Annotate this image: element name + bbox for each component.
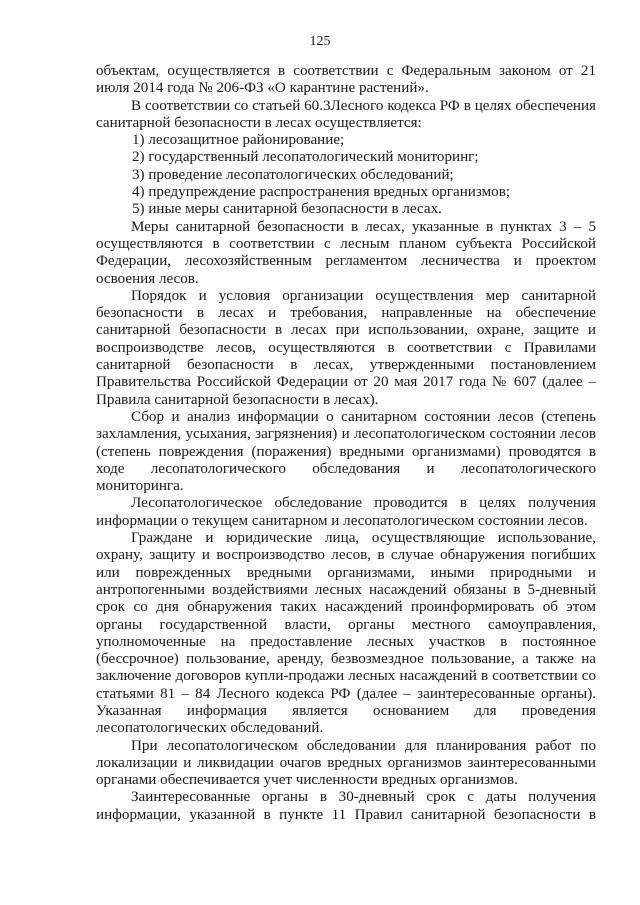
- paragraph-30-day-deadline: Заинтересованные органы в 30-дневный срок с даты получения информации, указанной в пункте 11 Правил санитарной безопасности в: [96, 789, 596, 823]
- list-item-3: 3) проведение лесопатологических обследований;: [132, 166, 454, 183]
- paragraph-article-60-3: В соответствии со статьей 60.3Лесного кодекса РФ в целях обеспечения санитарной безопасности в лесах осуществляется:: [96, 97, 596, 131]
- paragraph-citizens-duty: Граждане и юридические лица, осуществляющие использование, охрану, защиту и воспроизводство лесов, в случае обнаружения погибших или поврежденных вредными организмами, иными природными и антропогенными воздействиями лесных насаждений обязаны в 5-дневный срок со дня обнаружения таких насаждений проинформировать об этом органы государственной власти, органы местного самоуправления, уполномоченные на предоставление лесных участков в постоянное (бессрочное) пользование, аренду, безвозмездное пользование, а также на заключение договоров купли-продажи лесных насаждений в соответствии со статьями 81 – 84 Лесного кодекса РФ (далее – заинтересованные органы). Указанная информация является основанием для проведения лесопатологических обследований.: [96, 530, 596, 737]
- list-item-4: 4) предупреждение распространения вредных организмов;: [132, 184, 511, 201]
- paragraph-procedure: Порядок и условия организации осуществления мер санитарной безопасности в лесах и требования, направленные на обеспечение санитарной безопасности в лесах при использовании, охране, защите и воспроизводстве лесов, осуществляются в соответствии с Правилами санитарной безопасности в лесах, утвержденными постановлением Правительства Российской Федерации от 20 мая 2017 года № 607 (далее – Правила санитарной безопасности в лесах).: [96, 287, 596, 408]
- paragraph-pest-accounting: При лесопатологическом обследовании для планирования работ по локализации и ликвидации очагов вредных организмов заинтересованными органами обеспечивается учет численности вредных организмов.: [96, 737, 596, 789]
- document-body: [96, 63, 596, 824]
- list-item-1: 1) лесозащитное районирование;: [132, 132, 345, 149]
- paragraph-survey-purpose: Лесопатологическое обследование проводится в целях получения информации о текущем санитарном и лесопатологическом состоянии лесов.: [96, 495, 596, 529]
- paragraph-quarantine-law: объектам, осуществляется в соответствии с Федеральным законом от 21 июля 2014 года № 206-ФЗ «О карантине растений».: [96, 63, 596, 97]
- list-item-2: 2) государственный лесопатологический мониторинг;: [132, 149, 479, 166]
- paragraph-measures: Меры санитарной безопасности в лесах, указанные в пунктах 3 – 5 осуществляются в соответствии с лесным планом субъекта Российской Федерации, лесохозяйственным регламентом лесничества и проектом освоения лесов.: [96, 218, 596, 287]
- paragraph-data-collection: Сбор и анализ информации о санитарном состоянии лесов (степень захламления, усыхания, загрязнения) и лесопатологическом состоянии лесов (степень повреждения (поражения) вредными организмами) проводятся в ходе лесопатологического обследования и лесопатологического мониторинга.: [96, 408, 596, 495]
- list-item-5: 5) иные меры санитарной безопасности в лесах.: [132, 201, 442, 218]
- page-number: 125: [309, 34, 331, 49]
